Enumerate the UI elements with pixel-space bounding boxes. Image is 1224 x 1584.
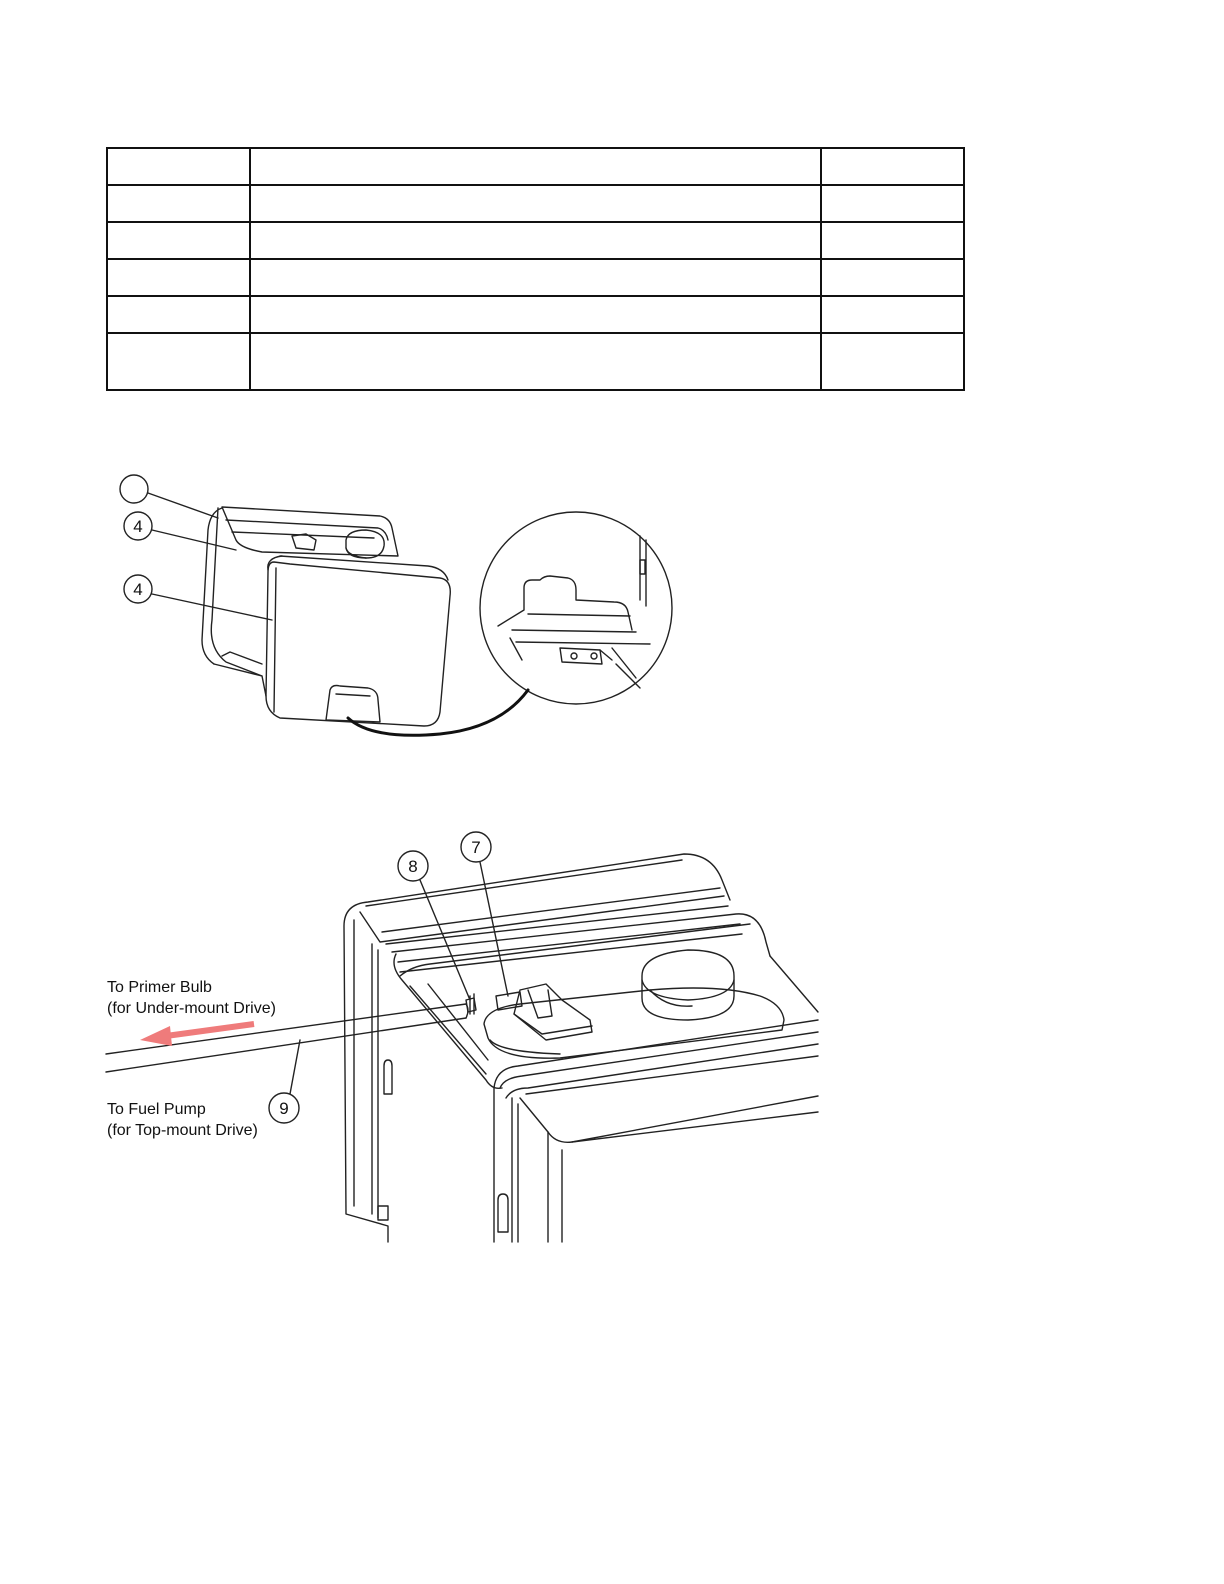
callout-number: 7: [471, 838, 481, 857]
fuel-pump-sublabel: (for Top-mount Drive): [107, 1122, 258, 1139]
figure-1-callouts: [120, 475, 272, 620]
callout-number: 9: [279, 1099, 289, 1118]
callout-number: 4: [133, 580, 143, 599]
figure-2-tank: [344, 854, 818, 1242]
figure-2-callouts: [269, 832, 508, 1123]
callout-circle: [120, 475, 148, 503]
callout-number: 8: [408, 857, 418, 876]
primer-bulb-sublabel: (for Under-mount Drive): [107, 1000, 276, 1017]
fuel-pump-label: To Fuel Pump: [107, 1101, 206, 1118]
direction-arrow: [140, 1024, 254, 1046]
primer-bulb-label: To Primer Bulb: [107, 979, 212, 996]
detail-leader: [348, 690, 528, 735]
figure-1-tanks: [202, 507, 450, 726]
figure-1-detail: [480, 512, 672, 704]
callout-number: 4: [133, 517, 143, 536]
